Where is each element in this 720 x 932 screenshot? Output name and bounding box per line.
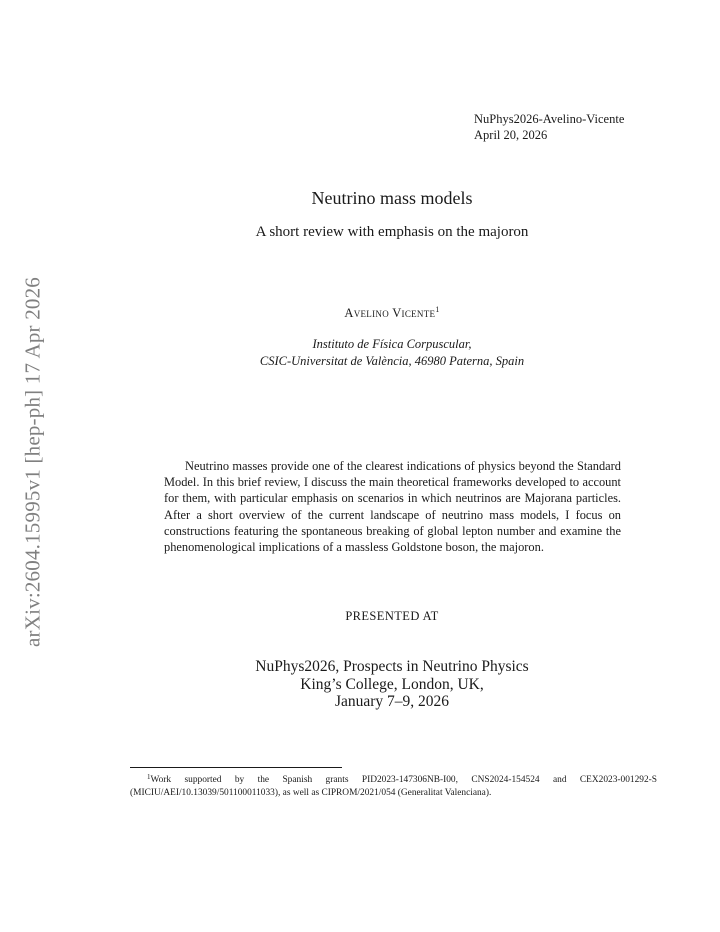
footnote-rule	[130, 767, 342, 768]
conference-name: NuPhys2026, Prospects in Neutrino Physics	[255, 658, 529, 675]
author-footnote-mark: 1	[435, 305, 440, 314]
arxiv-stamp: arXiv:2604.15995v1 [hep-ph] 17 Apr 2026	[20, 277, 45, 647]
conference-info	[64, 658, 720, 711]
affiliation-line-1: Instituto de Física Corpuscular,	[312, 337, 472, 351]
report-id: NuPhys2026-Avelino-Vicente	[474, 112, 625, 126]
report-date: April 20, 2026	[474, 128, 548, 142]
affiliation-line-2: CSIC-Universitat de València, 46980 Paterna, Spain	[259, 354, 525, 368]
paper-subtitle: A short review with emphasis on the majoron	[255, 224, 529, 240]
affiliation	[64, 336, 720, 370]
footnote-mark: 1	[147, 773, 151, 781]
presented-at-label: PRESENTED AT	[345, 609, 439, 623]
abstract: Neutrino masses provide one of the clearest indications of physics beyond the Standard Model. In this brief review, I discuss the main theoretical frameworks developed to account for them, with particular emphasis on scenarios in which neutrinos are Majorana particles. After a short overview of the current landscape of neutrino mass models, I focus on constructions featuring the spontaneous breaking of global lepton number and examine the phenomenological implications of a massless Goldstone boson, the majoron.	[164, 459, 621, 555]
author-name: Avelino Vicente	[344, 306, 436, 320]
paper-title: Neutrino mass models	[311, 188, 473, 208]
footnote	[130, 771, 657, 800]
author	[64, 305, 720, 321]
report-meta	[474, 111, 624, 143]
footnote-text: Work supported by the Spanish grants PID2023-147306NB-I00, CNS2024-154524 and CEX2023-001292-S (MICIU/AEI/10.13039/501100011033), as well as CIPROM/2021/054 (Generalitat Valenciana).	[130, 775, 657, 799]
conference-venue: King’s College, London, UK,	[300, 675, 484, 693]
conference-dates: January 7–9, 2026	[334, 693, 450, 710]
